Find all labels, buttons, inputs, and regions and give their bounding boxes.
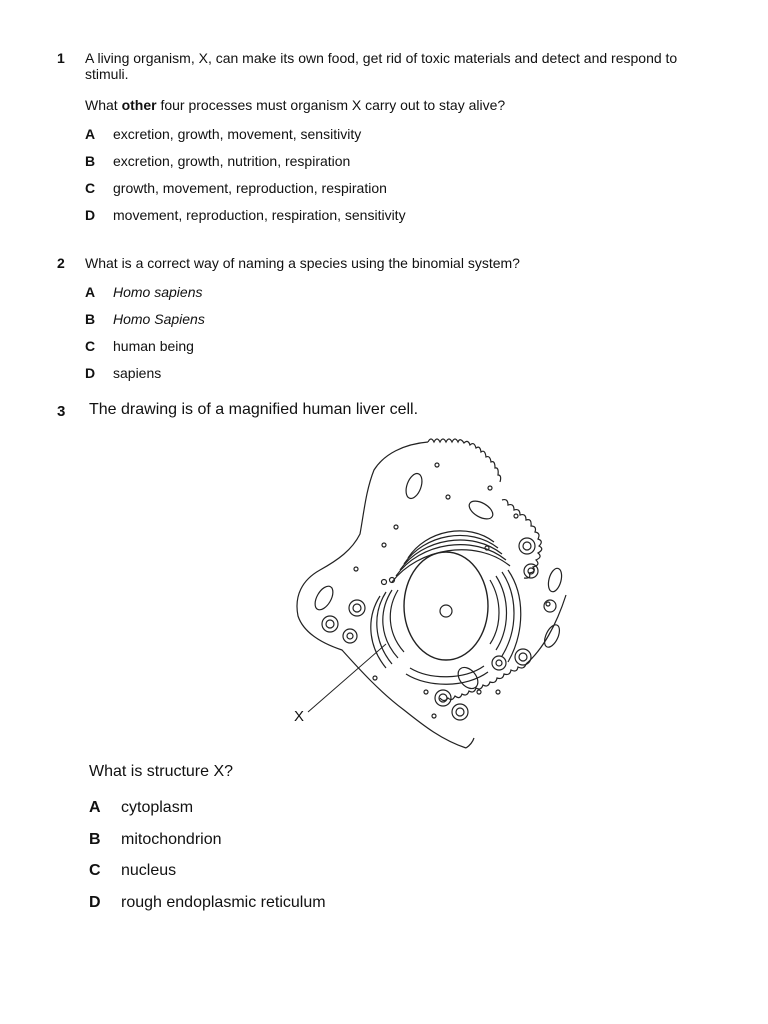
option-text: excretion, growth, nutrition, respiration [113, 153, 351, 169]
option-letter: B [85, 153, 96, 169]
liver-cell-diagram [280, 430, 600, 760]
option-letter: C [89, 862, 101, 879]
prompt-pre: What [85, 97, 122, 113]
option-text: cytoplasm [121, 799, 194, 816]
option-letter: A [85, 284, 96, 300]
label-x: X [294, 708, 305, 725]
label-line-x [308, 644, 386, 712]
stem-line-1: A living organism, X, can make its own food, get rid of toxic materials and detect and respond to [85, 50, 678, 66]
option-letter: B [85, 311, 96, 327]
question-number: 3 [57, 403, 66, 420]
option-letter: C [85, 338, 96, 354]
prompt-post: four processes must organism X carry out to stay alive? [156, 97, 506, 113]
option-text: sapiens [113, 365, 162, 381]
stem-line-2: stimuli. [85, 66, 129, 82]
question-prompt [85, 97, 725, 113]
option-letter: A [89, 799, 101, 816]
option-text: excretion, growth, movement, sensitivity [113, 126, 362, 142]
prompt-bold: other [121, 97, 157, 113]
option-letter: A [85, 126, 96, 142]
option-text: Homo Sapiens [113, 311, 205, 327]
nucleolus [440, 605, 452, 617]
option-text: growth, movement, reproduction, respiration [113, 180, 387, 196]
question-stem [85, 50, 725, 82]
option-text: human being [113, 338, 194, 354]
question-stem: What is a correct way of naming a species using the binomial system? [85, 255, 520, 271]
option-text: mitochondrion [121, 831, 222, 848]
question-prompt: What is structure X? [89, 763, 234, 780]
question-number: 2 [57, 255, 65, 271]
question-number: 1 [57, 50, 65, 66]
option-text: rough endoplasmic reticulum [121, 894, 326, 911]
option-text: Homo sapiens [113, 284, 203, 300]
option-text: movement, reproduction, respiration, sensitivity [113, 207, 406, 223]
option-letter: C [85, 180, 96, 196]
nucleus [404, 552, 488, 660]
option-text: nucleus [121, 862, 177, 879]
cell-membrane [297, 442, 466, 748]
option-letter: B [89, 831, 101, 848]
option-letter: D [85, 207, 96, 223]
option-letter: D [89, 894, 101, 911]
microvilli-top [428, 439, 501, 482]
option-letter: D [85, 365, 96, 381]
microvilli-bottom [440, 664, 526, 701]
question-stem: The drawing is of a magnified human liver cell. [89, 401, 419, 418]
